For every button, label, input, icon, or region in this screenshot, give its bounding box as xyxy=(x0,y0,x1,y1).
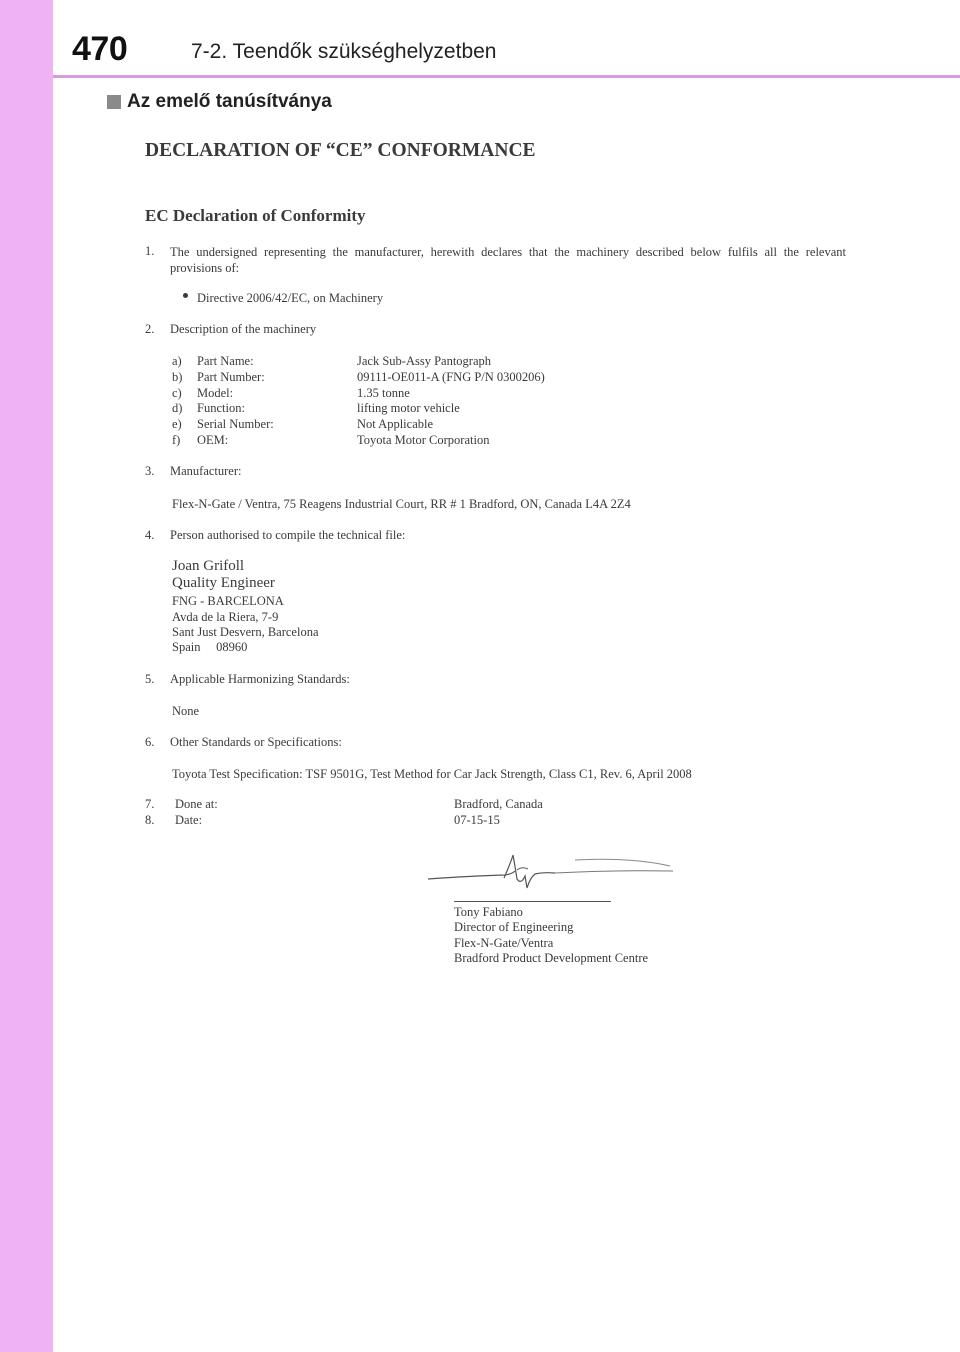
spec-letter: a) xyxy=(172,354,182,368)
specification-value: Toyota Test Specification: TSF 9501G, Test Method for Car Jack Strength, Class C1, Rev. 6, April 2008 xyxy=(172,767,692,781)
spec-key: Part Name: xyxy=(197,354,254,368)
manufacturer-address: Flex-N-Gate / Ventra, 75 Reagens Industrial Court, RR # 1 Bradford, ON, Canada L4A 2Z4 xyxy=(172,497,631,511)
signatory-title: Director of Engineering xyxy=(454,920,574,934)
item6-label: Other Standards or Specifications: xyxy=(170,735,342,749)
section-title: 7-2. Teendők szükséghelyzetben xyxy=(191,40,497,63)
person-title: Quality Engineer xyxy=(172,575,275,591)
signature-line xyxy=(454,901,611,902)
spec-key: OEM: xyxy=(197,433,229,447)
signatory-company: Flex-N-Gate/Ventra xyxy=(454,936,554,950)
spec-value: Not Applicable xyxy=(357,417,434,431)
spec-key: Part Number: xyxy=(197,370,265,384)
square-icon xyxy=(107,95,121,109)
spec-key: Model: xyxy=(197,386,234,400)
done-at-value: Bradford, Canada xyxy=(454,797,543,811)
spec-value: lifting motor vehicle xyxy=(357,401,460,415)
subheading-text: Az emelő tanúsítványa xyxy=(127,91,332,112)
header-divider xyxy=(53,75,960,78)
done-at-label: Done at: xyxy=(175,797,218,811)
signatory-name: Tony Fabiano xyxy=(454,905,523,919)
declaration-title: DECLARATION OF “CE” CONFORMANCE xyxy=(145,140,536,161)
person-name: Joan Grifoll xyxy=(172,558,245,574)
bullet-icon xyxy=(183,293,188,298)
directive-text: Directive 2006/42/EC, on Machinery xyxy=(197,291,384,305)
item-number: 2. xyxy=(145,322,155,336)
item-number: 1. xyxy=(145,244,155,258)
spec-letter: e) xyxy=(172,417,182,431)
item-number: 3. xyxy=(145,464,155,478)
spec-letter: c) xyxy=(172,386,182,400)
item5-label: Applicable Harmonizing Standards: xyxy=(170,672,350,686)
page-number: 470 xyxy=(72,30,128,68)
spec-value: 1.35 tonne xyxy=(357,386,410,400)
item4-label: Person authorised to compile the technical file: xyxy=(170,528,406,542)
spec-letter: f) xyxy=(172,433,181,447)
spec-letter: b) xyxy=(172,370,183,384)
address-line: Spain 08960 xyxy=(172,640,248,654)
signatory-location: Bradford Product Development Centre xyxy=(454,951,649,965)
item3-label: Manufacturer: xyxy=(170,464,242,478)
item-number: 6. xyxy=(145,735,155,749)
spec-letter: d) xyxy=(172,401,183,415)
item-number: 7. xyxy=(145,797,155,811)
standards-value: None xyxy=(172,704,200,718)
address-line: FNG - BARCELONA xyxy=(172,594,284,608)
item1-text: The undersigned representing the manufacturer, herewith declares that the machinery described below fulfils all the relevant provisions of: xyxy=(170,245,846,275)
item2-label: Description of the machinery xyxy=(170,322,317,336)
spec-key: Serial Number: xyxy=(197,417,274,431)
date-value: 07-15-15 xyxy=(454,813,500,827)
signature-image xyxy=(425,852,680,902)
side-color-strip xyxy=(0,0,53,1352)
spec-value: Jack Sub-Assy Pantograph xyxy=(357,354,492,368)
item-number: 8. xyxy=(145,813,155,827)
item-number: 5. xyxy=(145,672,155,686)
date-label: Date: xyxy=(175,813,203,827)
subheading xyxy=(107,91,332,113)
address-line: Sant Just Desvern, Barcelona xyxy=(172,625,319,639)
spec-value: Toyota Motor Corporation xyxy=(357,433,490,447)
item-number: 4. xyxy=(145,528,155,542)
spec-key: Function: xyxy=(197,401,245,415)
address-line: Avda de la Riera, 7-9 xyxy=(172,610,279,624)
ec-declaration-title: EC Declaration of Conformity xyxy=(145,206,366,225)
spec-value: 09111-OE011-A (FNG P/N 0300206) xyxy=(357,370,545,384)
